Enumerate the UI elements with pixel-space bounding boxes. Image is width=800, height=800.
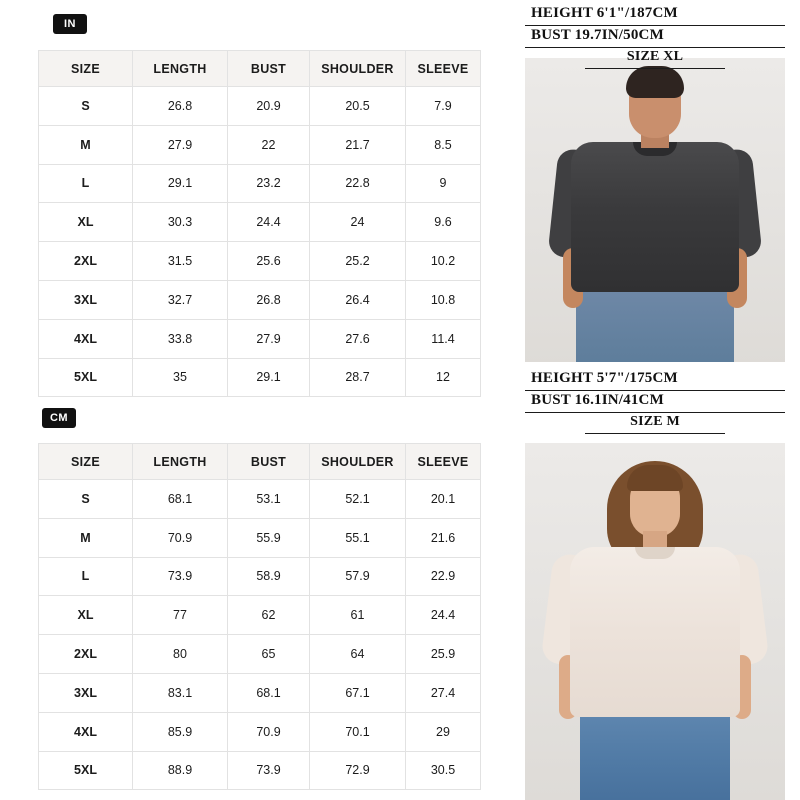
cell-shoulder: 25.2	[310, 242, 406, 281]
size-table-inches	[38, 50, 481, 397]
cell-length: 30.3	[133, 203, 228, 242]
cell-bust: 62	[228, 596, 310, 635]
cell-length: 83.1	[133, 673, 228, 712]
cell-size: L	[39, 164, 133, 203]
cell-bust: 23.2	[228, 164, 310, 203]
cell-length: 73.9	[133, 557, 228, 596]
table-row	[39, 280, 481, 319]
cell-size: 4XL	[39, 319, 133, 358]
male-jeans	[576, 282, 734, 365]
cell-shoulder: 72.9	[310, 751, 406, 790]
female-height-line: HEIGHT 5'7"/175CM	[525, 369, 785, 391]
cell-bust: 70.9	[228, 712, 310, 751]
male-size-line: SIZE XL	[585, 48, 725, 69]
female-jeans	[580, 709, 730, 800]
cell-bust: 22	[228, 125, 310, 164]
table-row	[39, 518, 481, 557]
cell-length: 85.9	[133, 712, 228, 751]
cell-bust: 27.9	[228, 319, 310, 358]
unit-badge-cm: CM	[42, 408, 76, 428]
table-row	[39, 358, 481, 397]
cell-shoulder: 70.1	[310, 712, 406, 751]
cell-sleeve: 10.2	[406, 242, 481, 281]
male-hair	[626, 66, 684, 98]
cell-size: XL	[39, 203, 133, 242]
cell-length: 70.9	[133, 518, 228, 557]
cell-size: 2XL	[39, 242, 133, 281]
cell-bust: 25.6	[228, 242, 310, 281]
cell-shoulder: 28.7	[310, 358, 406, 397]
cell-sleeve: 9.6	[406, 203, 481, 242]
male-spec-block	[525, 0, 785, 69]
male-model-image	[525, 58, 785, 365]
cell-length: 32.7	[133, 280, 228, 319]
col-header-size: SIZE	[39, 444, 133, 480]
col-header-size: SIZE	[39, 51, 133, 87]
table-row	[39, 203, 481, 242]
cell-shoulder: 61	[310, 596, 406, 635]
col-header-length: LENGTH	[133, 444, 228, 480]
cell-size: M	[39, 518, 133, 557]
cell-sleeve: 29	[406, 712, 481, 751]
table-header-row	[39, 51, 481, 87]
cell-length: 77	[133, 596, 228, 635]
cell-length: 31.5	[133, 242, 228, 281]
model-photo-female	[525, 365, 785, 800]
table-header-row	[39, 444, 481, 480]
cell-size: L	[39, 557, 133, 596]
col-header-sleeve: SLEEVE	[406, 51, 481, 87]
table-row	[39, 751, 481, 790]
cell-bust: 65	[228, 635, 310, 674]
table-row	[39, 242, 481, 281]
table-row	[39, 557, 481, 596]
male-figure	[525, 58, 785, 365]
table-row	[39, 673, 481, 712]
cell-length: 27.9	[133, 125, 228, 164]
cell-bust: 68.1	[228, 673, 310, 712]
cell-bust: 73.9	[228, 751, 310, 790]
col-header-bust: BUST	[228, 51, 310, 87]
cell-bust: 29.1	[228, 358, 310, 397]
cell-bust: 58.9	[228, 557, 310, 596]
table-row	[39, 712, 481, 751]
table-row	[39, 319, 481, 358]
cell-bust: 20.9	[228, 87, 310, 126]
cell-length: 26.8	[133, 87, 228, 126]
cell-bust: 26.8	[228, 280, 310, 319]
cell-size: 4XL	[39, 712, 133, 751]
cell-shoulder: 22.8	[310, 164, 406, 203]
col-header-sleeve: SLEEVE	[406, 444, 481, 480]
cell-sleeve: 25.9	[406, 635, 481, 674]
female-tshirt	[570, 547, 740, 717]
model-photo-male	[525, 0, 785, 365]
cell-size: 2XL	[39, 635, 133, 674]
cell-shoulder: 27.6	[310, 319, 406, 358]
unit-badge-cm-wrap	[42, 408, 76, 428]
cell-sleeve: 27.4	[406, 673, 481, 712]
male-bust-line: BUST 19.7IN/50CM	[525, 26, 785, 48]
cell-sleeve: 8.5	[406, 125, 481, 164]
cell-sleeve: 20.1	[406, 480, 481, 519]
female-figure	[525, 443, 785, 800]
size-table-centimeters	[38, 443, 481, 790]
cell-size: M	[39, 125, 133, 164]
cell-sleeve: 21.6	[406, 518, 481, 557]
col-header-length: LENGTH	[133, 51, 228, 87]
cell-sleeve: 24.4	[406, 596, 481, 635]
cell-shoulder: 24	[310, 203, 406, 242]
cell-sleeve: 12	[406, 358, 481, 397]
table-row	[39, 480, 481, 519]
male-tshirt	[571, 142, 739, 292]
cell-length: 33.8	[133, 319, 228, 358]
female-size-line: SIZE M	[585, 413, 725, 434]
cell-size: S	[39, 480, 133, 519]
male-height-line: HEIGHT 6'1"/187CM	[525, 4, 785, 26]
cell-size: 3XL	[39, 280, 133, 319]
female-model-image	[525, 443, 785, 800]
cell-shoulder: 21.7	[310, 125, 406, 164]
unit-badge-in: IN	[53, 14, 87, 34]
cell-size: 5XL	[39, 751, 133, 790]
cell-length: 88.9	[133, 751, 228, 790]
cell-sleeve: 7.9	[406, 87, 481, 126]
model-photos-column	[505, 0, 800, 800]
cell-bust: 53.1	[228, 480, 310, 519]
cell-shoulder: 26.4	[310, 280, 406, 319]
table-row	[39, 125, 481, 164]
female-spec-block	[525, 365, 785, 434]
table-row	[39, 635, 481, 674]
cell-length: 80	[133, 635, 228, 674]
cell-length: 29.1	[133, 164, 228, 203]
unit-badge-in-wrap	[53, 14, 87, 34]
female-hair-front	[627, 465, 683, 491]
cell-sleeve: 10.8	[406, 280, 481, 319]
cell-shoulder: 52.1	[310, 480, 406, 519]
cell-shoulder: 64	[310, 635, 406, 674]
cell-sleeve: 30.5	[406, 751, 481, 790]
female-bust-line: BUST 16.1IN/41CM	[525, 391, 785, 413]
table-row	[39, 87, 481, 126]
table-row	[39, 164, 481, 203]
cell-size: 3XL	[39, 673, 133, 712]
cell-length: 68.1	[133, 480, 228, 519]
cell-shoulder: 57.9	[310, 557, 406, 596]
cell-sleeve: 22.9	[406, 557, 481, 596]
cell-sleeve: 11.4	[406, 319, 481, 358]
col-header-shoulder: SHOULDER	[310, 444, 406, 480]
cell-shoulder: 20.5	[310, 87, 406, 126]
col-header-bust: BUST	[228, 444, 310, 480]
cell-length: 35	[133, 358, 228, 397]
cell-sleeve: 9	[406, 164, 481, 203]
cell-size: XL	[39, 596, 133, 635]
table-row	[39, 596, 481, 635]
col-header-shoulder: SHOULDER	[310, 51, 406, 87]
cell-size: 5XL	[39, 358, 133, 397]
female-collar	[635, 547, 675, 559]
cell-shoulder: 67.1	[310, 673, 406, 712]
cell-shoulder: 55.1	[310, 518, 406, 557]
cell-size: S	[39, 87, 133, 126]
cell-bust: 55.9	[228, 518, 310, 557]
cell-bust: 24.4	[228, 203, 310, 242]
